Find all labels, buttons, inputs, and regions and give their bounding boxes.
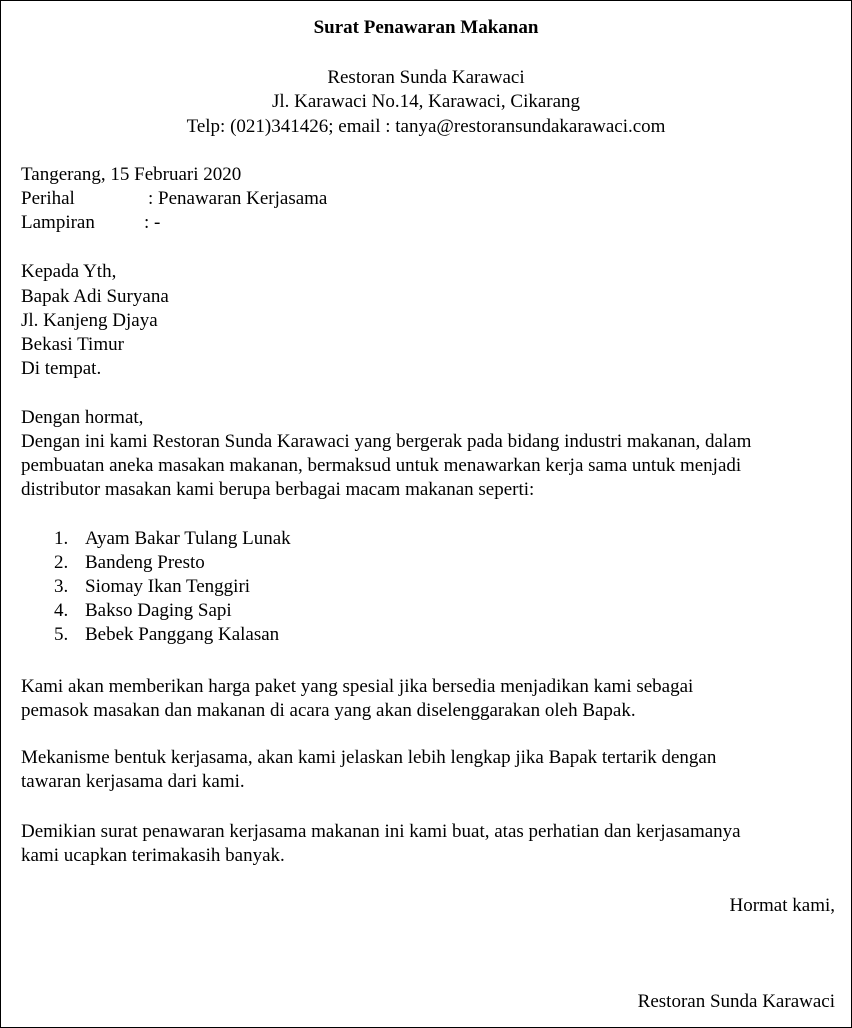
signature: Restoran Sunda Karawaci <box>637 991 835 1012</box>
attachment-label: Lampiran <box>21 212 95 233</box>
list-number: 3. <box>54 576 69 597</box>
recipient-city: Bekasi Timur <box>21 334 124 355</box>
recipient-place: Di tempat. <box>21 358 102 379</box>
sender-contact: Telp: (021)341426; email : tanya@restoransundakarawaci.com <box>186 116 666 137</box>
recipient-name: Bapak Adi Suryana <box>21 286 169 307</box>
list-number: 4. <box>54 600 69 621</box>
list-item <box>54 527 291 551</box>
attachment-value: : - <box>144 212 161 233</box>
price-paragraph-line: Kami akan memberikan harga paket yang spesial jika bersedia menjadikan kami sebagai <box>21 676 694 697</box>
list-item <box>54 599 291 623</box>
subject-value: : Penawaran Kerjasama <box>148 188 328 209</box>
sender-name: Restoran Sunda Karawaci <box>327 67 525 88</box>
closing-paragraph-line: kami ucapkan terimakasih banyak. <box>21 845 285 866</box>
letter-title: Surat Penawaran Makanan <box>313 17 539 38</box>
place-date: Tangerang, 15 Februari 2020 <box>21 164 242 185</box>
list-text: Ayam Bakar Tulang Lunak <box>85 528 291 549</box>
mechanism-paragraph-line: tawaran kerjasama dari kami. <box>21 771 245 792</box>
intro-line: Dengan ini kami Restoran Sunda Karawaci yang bergerak pada bidang industri makanan, dalam <box>21 431 752 452</box>
list-text: Bandeng Presto <box>85 552 205 573</box>
list-item <box>54 623 291 647</box>
list-number: 1. <box>54 528 69 549</box>
mechanism-paragraph-line: Mekanisme bentuk kerjasama, akan kami jelaskan lebih lengkap jika Bapak tertarik dengan <box>21 747 717 768</box>
menu-list <box>54 527 291 647</box>
recipient-street: Jl. Kanjeng Djaya <box>21 310 158 331</box>
intro-line: pembuatan aneka masakan makanan, bermaksud untuk menawarkan kerja sama untuk menjadi <box>21 455 742 476</box>
list-text: Bebek Panggang Kalasan <box>85 624 280 645</box>
subject-line <box>21 187 421 211</box>
attachment-line <box>21 211 421 235</box>
price-paragraph-line: pemasok masakan dan makanan di acara yang akan diselenggarakan oleh Bapak. <box>21 700 636 721</box>
subject-label: Perihal <box>21 188 75 209</box>
list-item <box>54 551 291 575</box>
list-item <box>54 575 291 599</box>
list-number: 2. <box>54 552 69 573</box>
regards: Hormat kami, <box>729 895 835 916</box>
sender-address: Jl. Karawaci No.14, Karawaci, Cikarang <box>271 91 581 112</box>
recipient-greeting: Kepada Yth, <box>21 261 117 282</box>
list-number: 5. <box>54 624 69 645</box>
closing-paragraph-line: Demikian surat penawaran kerjasama makanan ini kami buat, atas perhatian dan kerjasamanya <box>21 821 741 842</box>
list-text: Siomay Ikan Tenggiri <box>85 576 251 597</box>
salutation: Dengan hormat, <box>21 407 144 428</box>
intro-line: distributor masakan kami berupa berbagai macam makanan seperti: <box>21 479 535 500</box>
list-text: Bakso Daging Sapi <box>85 600 232 621</box>
